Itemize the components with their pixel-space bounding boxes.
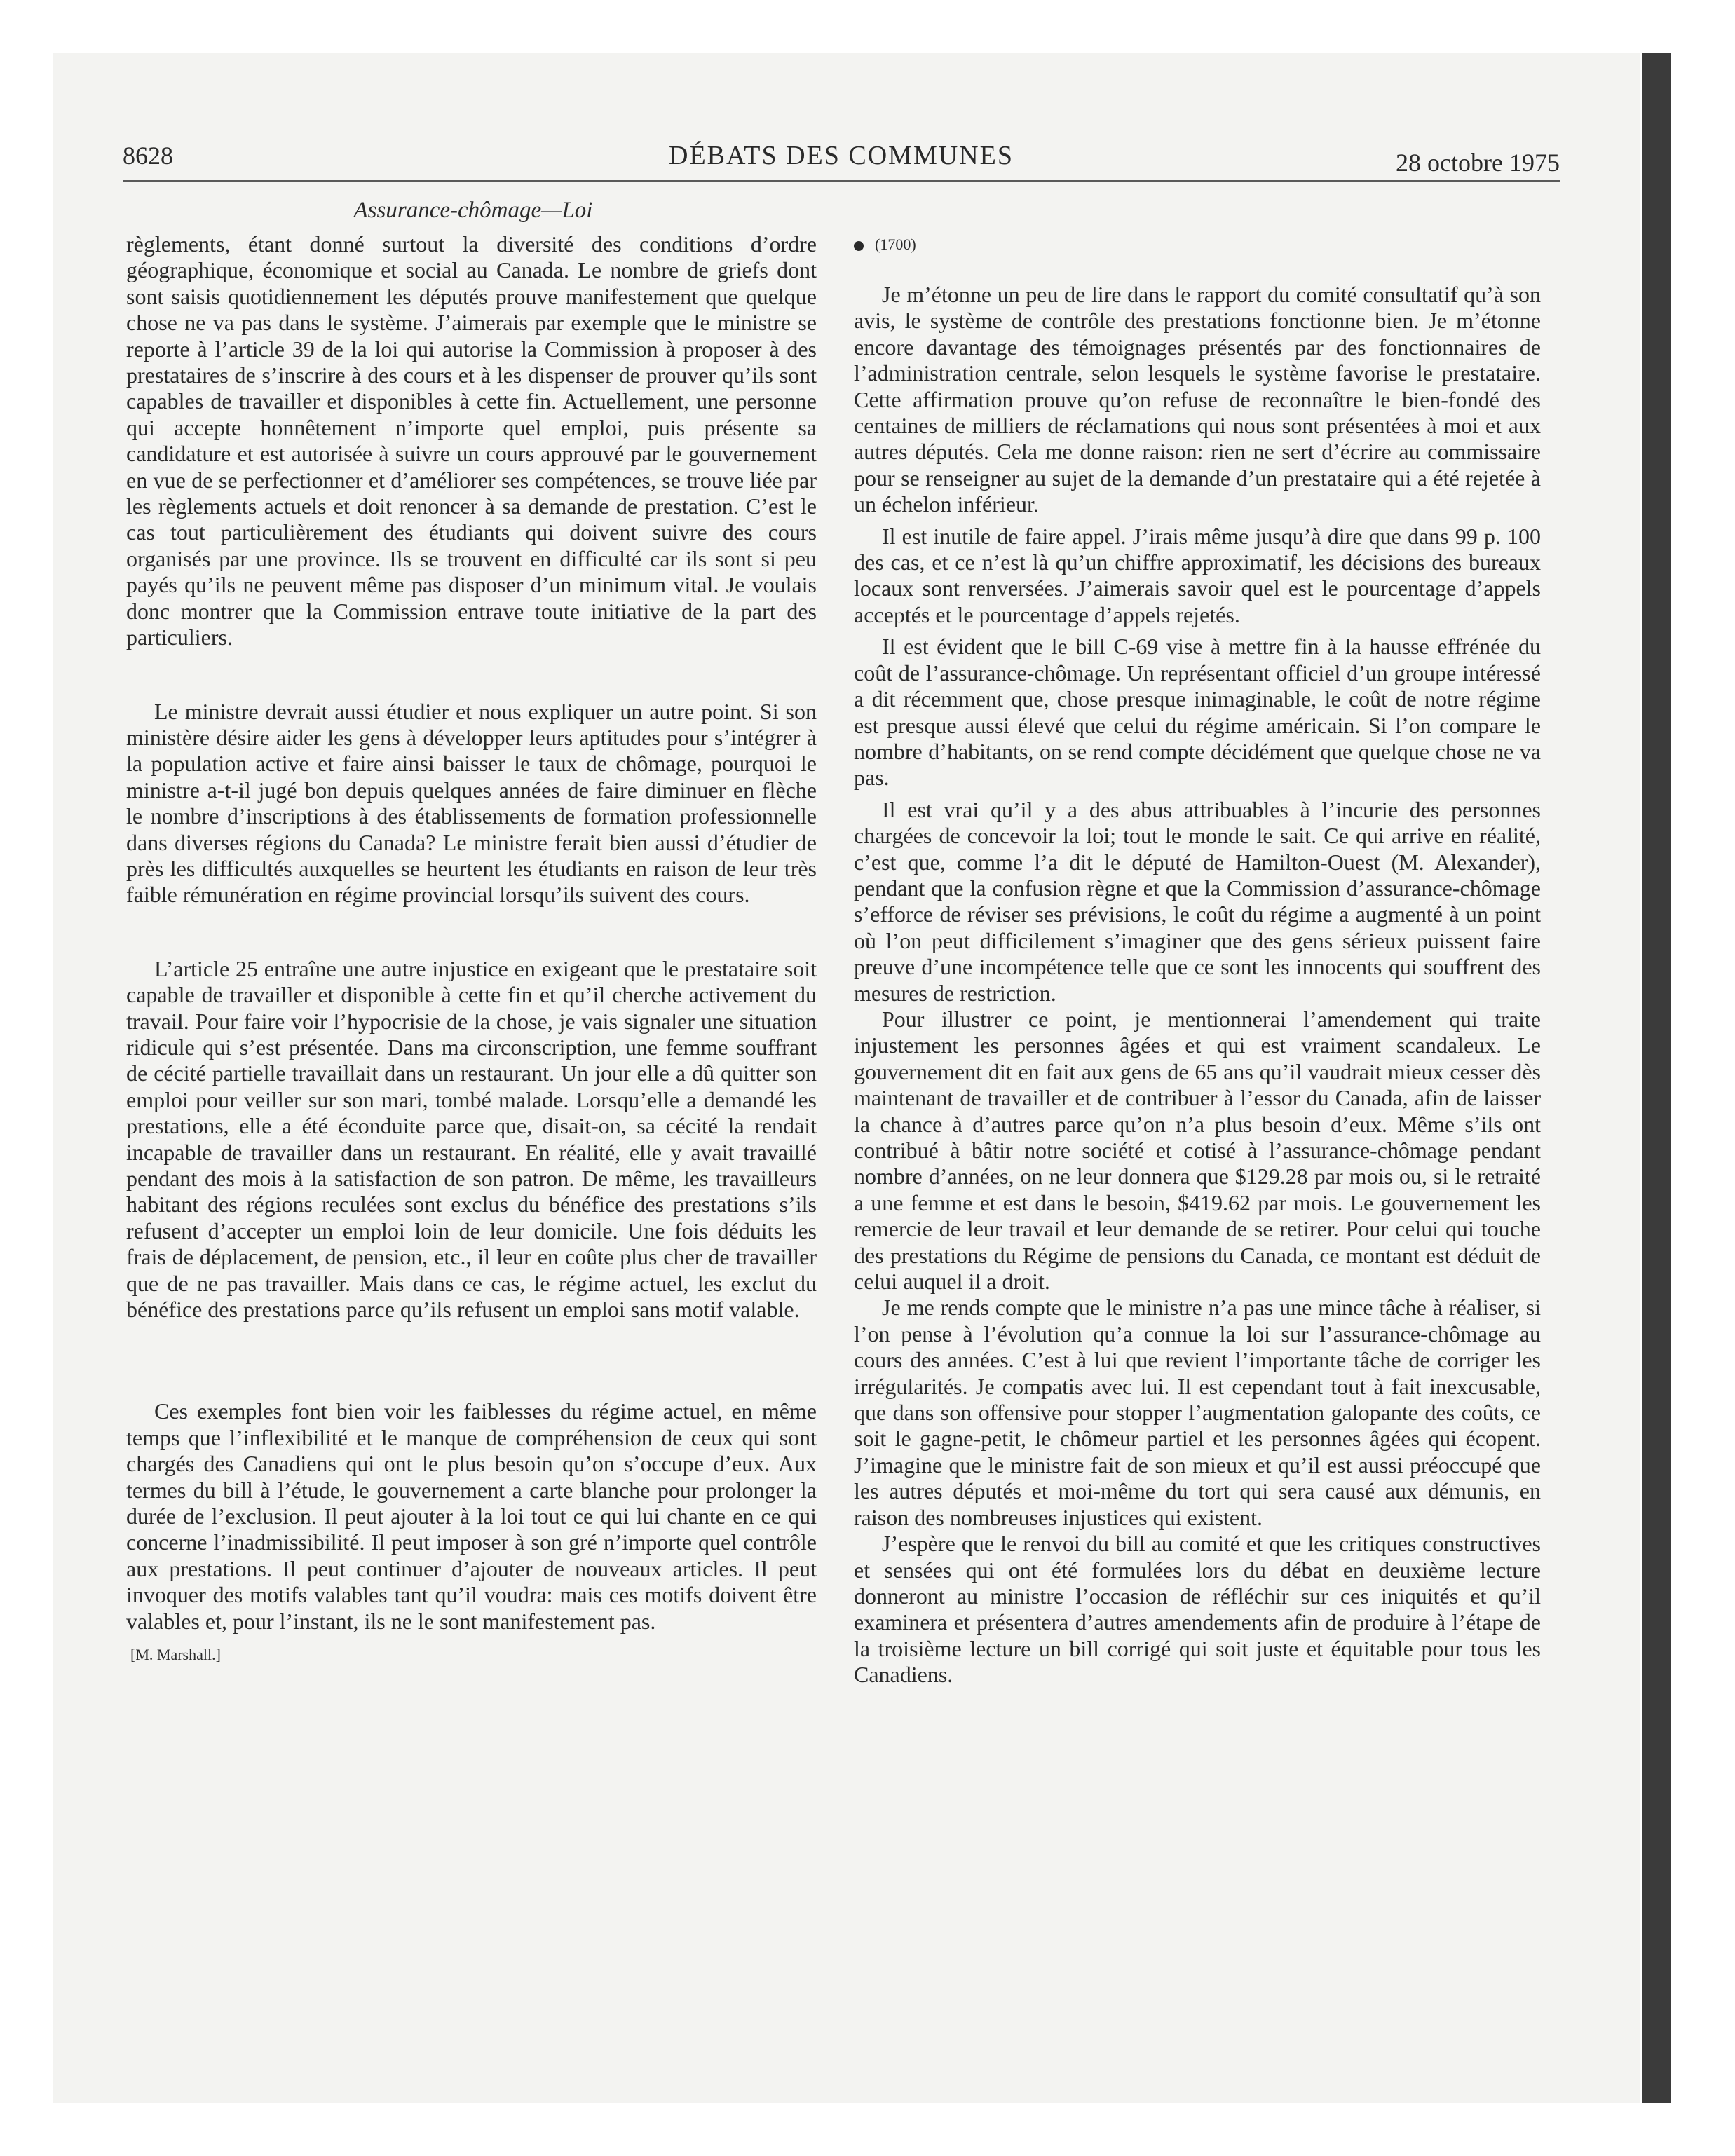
paragraph: Pour illustrer ce point, je mentionnerai l’amendement qui traite injustement les personnes âgées et qui est vraiment scandaleux. Le gouvernement dit en fait aux gens de 65 ans qu’il vaudrait mieux cesser dès maintenant de travailler et de contribuer à l’essor du Canada, afin de laisser la chance à d’autres parce qu’on n’a plus besoin d’eux. Même s’ils ont contribué à bâtir notre société et cotisé à l’assurance-chômage pendant nombre d’années, on ne leur donnera que $129.28 par mois ou, si le retraité a une femme et est dans le besoin, $419.62 par mois. Le gouvernement les remercie de leur travail et leur demande de se retirer. Pour celui qui touche des prestations du Régime de pensions du Canada, ce montant est déduit de celui auquel il a droit.: [854, 1006, 1541, 1295]
scan-edge-bar: [1642, 53, 1671, 2103]
paragraph: J’espère que le renvoi du bill au comité et que les critiques constructives et sensées qui ont été formulées lors du débat en deuxième lecture donneront au ministre l’occasion de réfléchir sur ces iniquités et qu’il examinera et présentera d’autres amendements afin de produire à l’étape de la troisième lecture un bill corrigé qui soit juste et équitable pour tous les Canadiens.: [854, 1531, 1541, 1688]
paragraph: Le ministre devrait aussi étudier et nous expliquer un autre point. Si son ministère désire aider les gens à développer leurs aptitudes pour s’intégrer à la population active et faire ainsi baisser le taux de chômage, pourquoi le ministre a-t-il jugé bon depuis quelques années de faire diminuer en flèche le nombre d’inscriptions à des établissements de formation professionnelle dans diverses régions du Canada? Le ministre ferait bien aussi d’étudier de près les difficultés auxquelles se heurtent les étudiants en raison de leur très faible rémunération en régime provincial lorsqu’ils suivent des cours.: [126, 698, 817, 908]
paragraph: Il est vrai qu’il y a des abus attribuables à l’incurie des personnes chargées de concevoir la loi; tout le monde le sait. Ce qui arrive en réalité, c’est que, comme l’a dit le député de Hamilton-Ouest (M. Alexander), pendant que la confusion règne et que la Commission d’assurance-chômage s’efforce de réviser ses prévisions, le coût du régime a augmenté à un point où l’on peut difficilement s’imaginer que des gens sérieux puissent faire preuve d’une incompétence telle que ce sont les innocents qui souffrent des mesures de restriction.: [854, 796, 1541, 1006]
time-marker: [854, 234, 1541, 255]
paragraph: Ces exemples font bien voir les faiblesses du régime actuel, en même temps que l’inflexibilité et le manque de compréhension de ceux qui sont chargés des Canadiens qui ont le plus besoin qu’on s’occupe d’eux. Aux termes du bill à l’étude, le gouvernement a carte blanche pour prolonger la durée de l’exclusion. Il peut ajouter à la loi tout ce qui lui chante en ce qui concerne l’inadmissibilité. Il peut imposer à son gré n’importe quel contrôle aux prestations. Il peut continuer d’ajouter de nouveaux articles. Il peut invoquer des motifs valables tant qu’il voudra: mais ces motifs doivent être valables et, pour l’instant, ils ne le sont manifestement pas.: [126, 1398, 817, 1634]
bullet-icon: [854, 241, 864, 251]
paragraph: Il est inutile de faire appel. J’irais même jusqu’à dire que dans 99 p. 100 des cas, et ce n’est là qu’un chiffre approximatif, les décisions des bureaux locaux sont renversées. J’aimerais savoir quel est le pourcentage d’appels acceptés et le pourcentage d’appels rejetés.: [854, 523, 1541, 627]
left-column: [126, 231, 817, 1665]
time-marker-text: (1700): [875, 236, 916, 253]
paragraph: Je me rends compte que le ministre n’a pas une mince tâche à réaliser, si l’on pense à l’évolution qu’a connue la loi sur l’assurance-chômage au cours des années. C’est à lui que revient l’importante tâche de corriger les irrégularités. Je compatis avec lui. Il est cependant tout à fait inexcusable, que dans son offensive pour stopper l’augmentation galopante des coûts, ce soit le gagne-petit, le chômeur partiel et les personnes âgées qui écopent. J’imagine que le ministre fait de son mieux et qu’il est aussi préoccupé que les autres députés et moi-même du tort qui sera causé aux démunis, en raison des nombreuses injustices qui existent.: [854, 1295, 1541, 1530]
paragraph: L’article 25 entraîne une autre injustice en exigeant que le prestataire soit capable de travailler et disponible à cette fin et qu’il cherche activement du travail. Pour faire voir l’hypocrisie de la chose, je vais signaler une situation ridicule qui s’est présentée. Dans ma circonscription, une femme souffrant de cécité partielle travaillait dans un restaurant. Un jour elle a dû quitter son emploi pour veiller sur son mari, tombé malade. Lorsqu’elle a demandé les prestations, elle a été éconduite parce que, disait-on, sa cécité la rendait incapable de travailler dans un restaurant. En réalité, elle y avait travaillé pendant des mois à la satisfaction de son patron. De même, les travailleurs habitant des régions reculées sont exclus du bénéfice des prestations s’ils refusent d’accepter un emploi loin de leur domicile. Une fois déduits les frais de déplacement, de pension, etc., il leur en coûte plus cher de travailler que de ne pas travailler. Mais dans ce cas, le régime actuel, les exclut du bénéfice des prestations parce qu’ils refusent un emploi sans motif valable.: [126, 955, 817, 1323]
speaker-attribution: [M. Marshall.]: [130, 1646, 221, 1664]
page-header: [123, 139, 1560, 181]
journal-title: DÉBATS DES COMMUNES: [669, 141, 1014, 170]
right-column: [854, 231, 1541, 1688]
issue-date: 28 octobre 1975: [1396, 149, 1560, 177]
paragraph: Il est évident que le bill C-69 vise à mettre fin à la hausse effrénée du coût de l’assurance-chômage. Un représentant officiel d’un groupe intéressé a dit récemment que, chose presque inimaginable, le coût de notre régime est presque aussi élevé que celui du régime américain. Si l’on compare le nombre d’habitants, on se rend compte décidément que quelque chose ne va pas.: [854, 634, 1541, 791]
paragraph: règlements, étant donné surtout la diversité des conditions d’ordre géographique, économique et social au Canada. Le nombre de griefs dont sont saisis quotidiennement les députés prouve manifestement que quelque chose ne va pas dans le système. J’aimerais par exemple que le ministre se reporte à l’article 39 de la loi qui autorise la Commission à proposer à des prestataires de s’inscrire à des cours et à les dispenser de prouver qu’ils sont capables de travailler et disponibles à cette fin. Actuellement, une personne qui accepte honnêtement n’importe quel emploi, puis présente sa candidature et est autorisée à suivre un cours approuvé par le gouvernement en vue de se perfectionner et d’améliorer ses compétences, se trouve liée par les règlements actuels et doit renoncer à sa demande de prestation. C’est le cas tout particulièrement des étudiants qui doivent suivre des cours organisés par une province. Ils se trouvent en difficulté car ils sont si peu payés qu’ils ne peuvent même pas disposer d’un minimum vital. Je voulais donc montrer que la Commission entrave toute initiative de la part des particuliers.: [126, 231, 817, 650]
page-number: 8628: [123, 142, 173, 170]
header-rule: [123, 180, 1560, 182]
paragraph: Je m’étonne un peu de lire dans le rapport du comité consultatif qu’à son avis, le système de contrôle des prestations fonctionne bien. Je m’étonne encore davantage des témoignages présentés par des fonctionnaires de l’administration centrale, selon lesquels le système favorise le prestataire. Cette affirmation prouve qu’on refuse de reconnaître le bien-fondé des centaines de milliers de réclamations qui nous sont présentées à moi et aux autres députés. Cela me donne raison: rien ne sert d’écrire au commissaire pour se renseigner au sujet de la demande d’un prestataire qui a été rejetée à un échelon inférieur.: [854, 282, 1541, 517]
running-head: Assurance-chômage—Loi: [353, 198, 593, 223]
